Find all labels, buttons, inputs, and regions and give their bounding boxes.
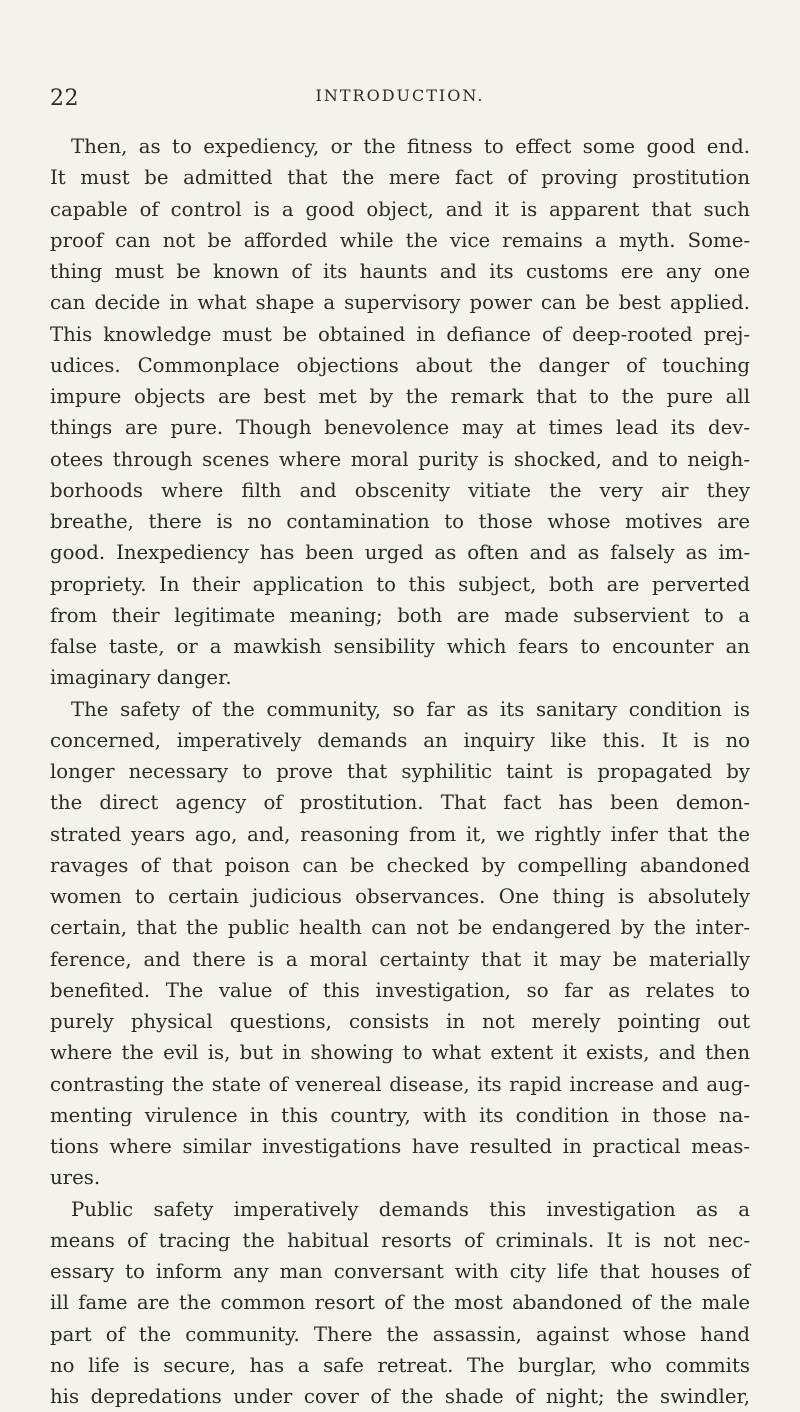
text-line: purely physical questions, consists in not merely pointing out (50, 1010, 750, 1033)
text-line: certain, that the public health can not be endangered by the inter- (50, 916, 750, 940)
text-line: good. Inexpediency has been urged as often and as falsely as im- (50, 541, 750, 565)
text-line: things are pure. Though benevolence may at times lead its dev- (50, 416, 750, 440)
text-line: no life is secure, has a safe retreat. The burglar, who commits (50, 1353, 750, 1377)
text-line: Public safety imperatively demands this investigation as a (71, 1197, 750, 1221)
text-line: part of the community. There the assassin, against whose hand (50, 1322, 750, 1346)
text-line: ill fame are the common resort of the most abandoned of the male (50, 1291, 750, 1315)
text-line: Then, as to expediency, or the fitness to effect some good end. (71, 135, 750, 158)
text-line: menting virulence in this country, with its condition in those na- (50, 1103, 750, 1127)
running-title: INTRODUCTION. (315, 86, 485, 105)
body-text (50, 131, 750, 1412)
text-line: where the evil is, but in showing to what extent it exists, and then (50, 1041, 750, 1065)
text-line: ference, and there is a moral certainty that it may be materially (50, 947, 750, 971)
text-line: borhoods where filth and obscenity vitiate the very air they (50, 478, 750, 502)
text-line: false taste, or a mawkish sensibility which fears to encounter an (50, 635, 750, 658)
text-line: ures. (50, 1166, 101, 1190)
text-line: the direct agency of prostitution. That fact has been demon- (50, 791, 750, 815)
text-line: essary to inform any man conversant with city life that houses of (50, 1260, 750, 1283)
text-line: otees through scenes where moral purity is shocked, and to neigh- (50, 447, 750, 471)
text-line: benefited. The value of this investigation, so far as relates to (50, 978, 750, 1002)
text-line: can decide in what shape a supervisory power can be best applied. (50, 291, 750, 315)
text-line: breathe, there is no contamination to those whose motives are (50, 510, 750, 533)
text-line: strated years ago, and, reasoning from it, we rightly infer that the (50, 822, 750, 846)
text-line: women to certain judicious observances. One thing is absolutely (50, 885, 750, 908)
text-line: This knowledge must be obtained in defiance of deep-rooted prej- (50, 322, 750, 346)
text-line: longer necessary to prove that syphilitic taint is propagated by (50, 760, 750, 783)
text-line: contrasting the state of venereal disease, its rapid increase and aug- (50, 1072, 750, 1096)
text-line: thing must be known of its haunts and its customs ere any one (50, 260, 750, 283)
text-line: tions where similar investigations have resulted in practical meas- (50, 1135, 750, 1158)
text-line: ravages of that poison can be checked by compelling abandoned (50, 853, 750, 877)
text-line: from their legitimate meaning; both are made subservient to a (50, 603, 750, 627)
text-line: capable of control is a good object, and it is apparent that such (50, 197, 750, 221)
page-number: 22 (50, 86, 79, 111)
text-line: proof can not be afforded while the vice remains a myth. Some- (50, 228, 750, 252)
text-line: The safety of the community, so far as its sanitary condition is (71, 697, 750, 721)
text-line: It must be admitted that the mere fact of proving prostitution (50, 166, 750, 190)
text-line: impure objects are best met by the remark that to the pure all (50, 385, 750, 408)
text-line: his depredations under cover of the shade of night; the swindler, (50, 1385, 750, 1408)
text-line: concerned, imperatively demands an inquiry like this. It is no (50, 728, 750, 752)
text-line: udices. Commonplace objections about the danger of touching (50, 353, 750, 377)
text-line: propriety. In their application to this subject, both are perverted (50, 572, 750, 596)
text-line: imaginary danger. (50, 666, 232, 690)
text-line: means of tracing the habitual resorts of criminals. It is not nec- (50, 1228, 750, 1252)
